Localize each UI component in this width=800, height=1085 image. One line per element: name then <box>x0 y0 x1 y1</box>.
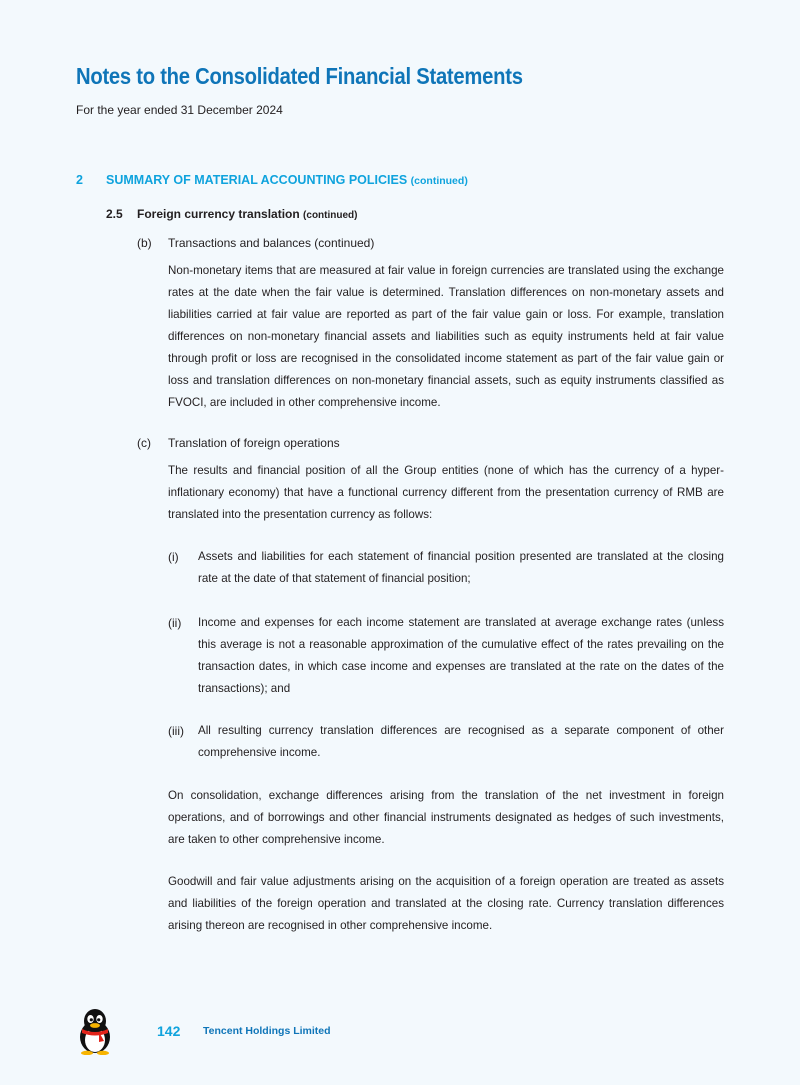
page-number: 142 <box>157 1023 181 1039</box>
penguin-logo-icon <box>75 1007 115 1055</box>
subitem-iii-marker: (iii) <box>168 724 184 738</box>
item-b-paragraph: Non-monetary items that are measured at fair value in foreign currencies are translated using the exchange rates at the date when the fair value is determined. Translation differences on non-monetary assets and liabilities carried at fair value are reported as part of the fair value gain or loss. For example, translation differences on non-monetary financial assets and liabilities such as equity instruments held at fair value through profit or loss are recognised in the consolidated income statement as part of the fair value gain or loss and translation differences on non-monetary financial assets, such as equity instruments classified as FVOCI, are included in other comprehensive income. <box>168 264 724 409</box>
subitem-i-marker: (i) <box>168 550 179 564</box>
subitem-ii-marker: (ii) <box>168 616 182 630</box>
section-continued: (continued) <box>410 175 468 187</box>
subitem-iii-text: All resulting currency translation differences are recognised as a separate component of other comprehensive income. <box>198 724 724 759</box>
page-title: Notes to the Consolidated Financial Statements <box>76 63 523 89</box>
goodwill-paragraph: Goodwill and fair value adjustments arising on the acquisition of a foreign operation are treated as assets and liabilities of the foreign operation and translated at the closing rate. Currency translation differences arising thereon are recognised in other comprehensive income. <box>168 875 724 932</box>
section-number: 2 <box>76 173 83 187</box>
item-c-intro: The results and financial position of all the Group entities (none of which has the currency of a hyper-inflationary economy) that have a functional currency different from the presentation currency of RMB are translated into the presentation currency as follows: <box>168 464 724 521</box>
subsection-title: Foreign currency translation <box>137 207 300 221</box>
item-b-heading: Transactions and balances (continued) <box>168 236 375 250</box>
footer-company-name: Tencent Holdings Limited <box>203 1025 331 1037</box>
section-title: SUMMARY OF MATERIAL ACCOUNTING POLICIES <box>106 173 408 187</box>
subsection-number: 2.5 <box>106 207 123 221</box>
item-c-heading: Translation of foreign operations <box>168 436 340 450</box>
subsection-heading <box>106 207 357 221</box>
subitem-i-text: Assets and liabilities for each statement of financial position presented are translated at the closing rate at the date of that statement of financial position; <box>198 550 724 585</box>
section-heading <box>76 173 468 187</box>
consolidation-paragraph: On consolidation, exchange differences arising from the translation of the net investment in foreign operations, and of borrowings and other financial instruments designated as hedges of such investments, are taken to other comprehensive income. <box>168 789 724 846</box>
subitem-ii-text: Income and expenses for each income statement are translated at average exchange rates (unless this average is not a reasonable approximation of the cumulative effect of the rates prevailing on the transaction dates, in which case income and expenses are translated at the rate on the dates of the transactions); and <box>198 616 724 695</box>
item-b-marker: (b) <box>137 236 152 250</box>
page-subtitle: For the year ended 31 December 2024 <box>76 103 283 117</box>
item-c-marker: (c) <box>137 436 151 450</box>
subsection-continued: (continued) <box>303 210 358 221</box>
